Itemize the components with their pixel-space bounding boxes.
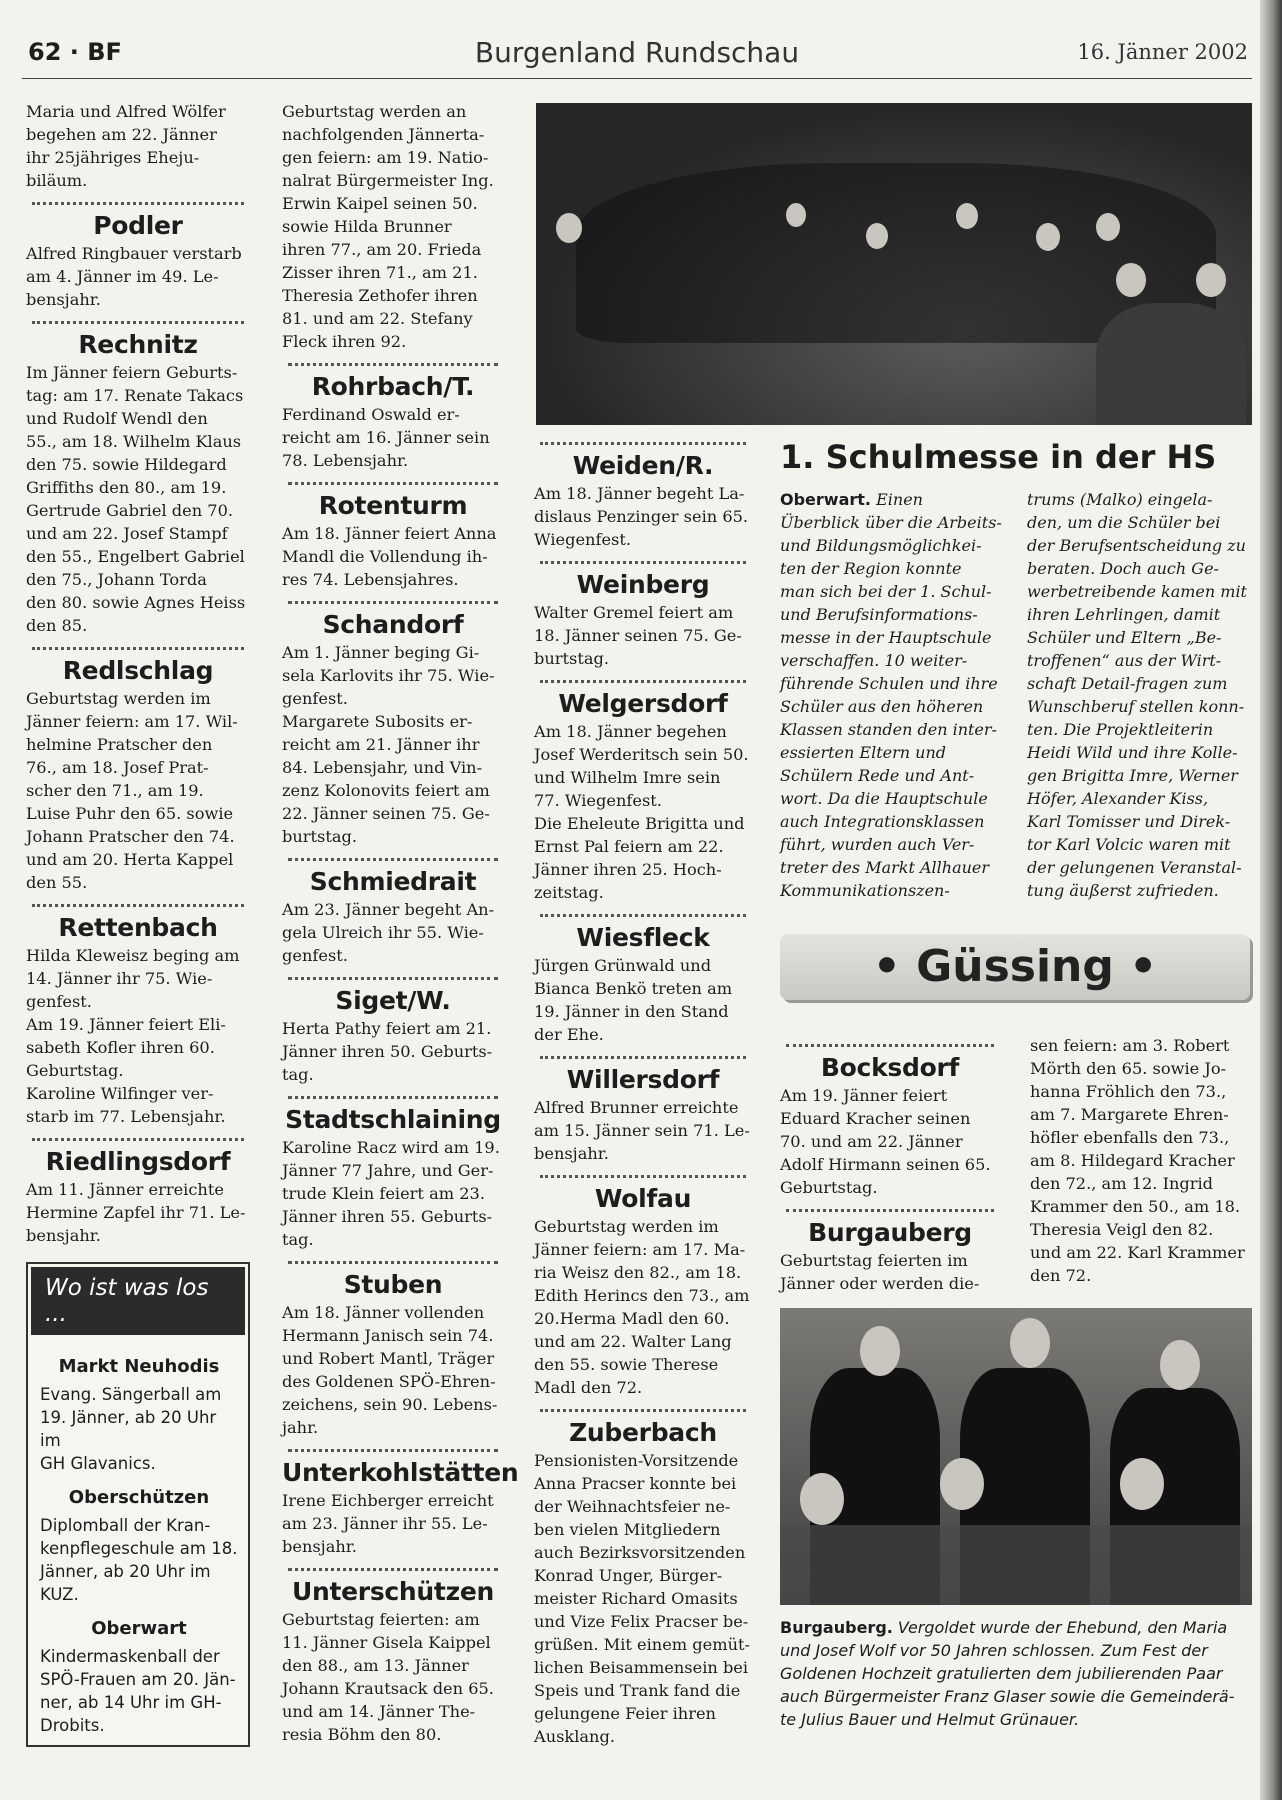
article-col-left: [780, 488, 1005, 902]
events-box: [26, 1262, 250, 1747]
dotted-separator: [288, 363, 498, 366]
section-heading: Schmiedrait: [309, 867, 477, 896]
section-text: Am 18. Jänner vollenden Hermann Janisch sein 74. und Robert Mantl, Träger des Goldenen SPÖ-Ehren- zeichens, sein 90. Lebens- jahr.: [282, 1303, 498, 1437]
section-text: Geburtstag feierten: am 11. Jänner Gisela Kaippel den 88., am 13. Jänner Johann Krautsack den 65. und am 14. Jänner The- resia Böhm den 80.: [282, 1610, 494, 1744]
section-text: Am 18. Jänner begeht La- dislaus Penzinger sein 65. Wiegenfest.: [534, 484, 749, 549]
dotted-separator: [288, 482, 498, 485]
section-heading: Rotenturm: [318, 491, 468, 520]
photo-caption: [780, 1616, 1252, 1731]
column-2: [282, 100, 519, 1746]
section-text: Hilda Kleweisz beging am 14. Jänner ihr 75. Wie- genfest. Am 19. Jänner feiert Eli- sabeth Kofler ihren 60. Geburtstag. Karoline Wilfinger ver- starb im 77. Lebensjahr.: [26, 946, 240, 1126]
article-headline: 1. Schulmesse in der HS: [780, 438, 1217, 476]
dotted-separator: [288, 601, 498, 604]
section-text: Geburtstag werden im Jänner feiern: am 17. Ma- ria Weisz den 82., am 18. Edith Herincs den 73., am 20.Herma Madl den 60. und am 22. Walter Lang den 55. sowie Therese Madl den 72.: [534, 1217, 750, 1397]
event-text: Evang. Sängerball am 19. Jänner, ab 20 Uhr im GH Glavanics.: [40, 1385, 222, 1473]
section-bocksdorf: [780, 1044, 1000, 1199]
section-heading: Podler: [93, 211, 183, 240]
school-fair-article: [780, 438, 1252, 902]
section-text: Am 19. Jänner feiert Eduard Kracher seinen 70. und am 22. Jänner Adolf Hirmann seinen 65. Geburtstag.: [780, 1086, 991, 1197]
caption-text: Vergoldet wurde der Ehebund, den Maria und Josef Wolf vor 50 Jahren schlossen. Zum Fest der Goldenen Hochzeit gratulierten dem jubilierenden Paar auch Bürgermeister Franz Glaser sowie die Gemeinderä- te Julius Bauer und Helmut Grünauer.: [780, 1618, 1235, 1729]
section-stuben: [282, 1261, 504, 1439]
dotted-separator: [540, 680, 746, 683]
guessing-left-column: [780, 1034, 1000, 1295]
section-rohrbach: [282, 363, 504, 472]
section-schmiedrait: [282, 858, 504, 967]
dotted-separator: [288, 1568, 498, 1571]
dotted-separator: [288, 858, 498, 861]
section-heading: Willersdorf: [566, 1065, 720, 1094]
section-rechnitz: [26, 321, 250, 637]
section-text: Jürgen Grünwald und Bianca Benkö treten am 19. Jänner in den Stand der Ehe.: [534, 956, 733, 1044]
section-schandorf: [282, 601, 504, 848]
dotted-separator: [786, 1209, 994, 1212]
section-weiden: [534, 442, 752, 551]
guessing-right-column: [1030, 1034, 1252, 1287]
events-box-title: Wo ist was los ...: [31, 1267, 245, 1335]
section-heading: Bocksdorf: [820, 1053, 960, 1082]
section-text: Pensionisten-Vorsitzende Anna Pracser konnte bei der Weihnachtsfeier ne- ben vielen Mitgliedern auch Bezirksvorsitzenden Konrad Unger, Bürger- meister Richard Omasits und Vize Felix Pracser be- grüßen. Mit einem gemüt- lichen Beisammensein bei Speis und Trank fand die gelungene Feier ihren Ausklang.: [534, 1451, 750, 1746]
section-heading: Weiden/R.: [572, 451, 714, 480]
column-1: [26, 100, 250, 1247]
section-heading: Stadtschlaining: [285, 1105, 501, 1134]
section-text: Walter Gremel feiert am 18. Jänner seinen 75. Ge- burtstag.: [534, 603, 742, 668]
section-heading: Siget/W.: [335, 986, 451, 1015]
section-heading: Rohrbach/T.: [311, 372, 475, 401]
dotted-separator: [540, 442, 746, 445]
section-text: Am 11. Jänner erreichte Hermine Zapfel ihr 71. Le- bensjahr.: [26, 1180, 246, 1245]
section-rettenbach: [26, 904, 250, 1128]
section-text: Irene Eichberger erreicht am 23. Jänner ihr 55. Le- bensjahr.: [282, 1491, 494, 1556]
dotted-separator: [540, 1175, 746, 1178]
section-text: Alfred Brunner erreichte am 15. Jänner sein 71. Le- bensjahr.: [534, 1098, 750, 1163]
page-edge-shadow: [1260, 0, 1282, 1800]
dotted-separator: [32, 202, 244, 205]
golden-wedding-photo: [780, 1308, 1252, 1605]
dotted-separator: [540, 1056, 746, 1059]
dotted-separator: [32, 321, 244, 324]
page-number: 62 · BF: [28, 38, 122, 66]
masthead: Burgenland Rundschau: [474, 36, 800, 69]
dotted-separator: [32, 647, 244, 650]
dotted-separator: [540, 914, 746, 917]
article-text-left: Einen Überblick über die Arbeits- und Bildungsmöglichkei- ten der Region konnte man sich bei der 1. Schul- und Berufsinformations- messe in der Hauptschule verschaffen. 10 weiter- führende Schulen und ihre Schüler aus den höheren Klassen standen den inter- essierten Eltern und Schülern Rede und Ant- wort. Da die Hauptschule auch Integrationsklassen führt, wurden auch Ver- treter des Markt Allhauer Kommunikationszen-: [780, 490, 1002, 900]
section-intro2: [282, 100, 504, 353]
section-heading: Schandorf: [322, 610, 464, 639]
section-intro: [26, 100, 250, 192]
section-text: Karoline Racz wird am 19. Jänner 77 Jahre, und Ger- trude Klein feiert am 23. Jänner ihren 55. Geburts- tag.: [282, 1138, 500, 1249]
section-riedlingsdorf: [26, 1138, 250, 1247]
dotted-separator: [288, 1261, 498, 1264]
section-text: Geburtstag werden an nachfolgenden Jännerta- gen feiern: am 19. Natio- nalrat Bürgermeister Ing. Erwin Kaipel seinen 50. sowie Hilda Brunner ihren 77., am 20. Frieda Zisser ihren 71., am 21. Theresia Zethofer ihren 81. und am 22. Stefany Fleck ihren 92.: [282, 102, 494, 351]
dotted-separator: [288, 1096, 498, 1099]
section-heading: Weinberg: [576, 570, 710, 599]
dotted-separator: [32, 904, 244, 907]
event-text: Diplomball der Kran- kenpflegeschule am 18. Jänner, ab 20 Uhr im KUZ.: [40, 1516, 238, 1604]
section-welgersdorf: [534, 680, 752, 904]
burgauberg-continued: sen feiern: am 3. Robert Mörth den 65. sowie Jo- hanna Fröhlich den 73., am 7. Margarete Ehren- höfler ebenfalls den 73., am 8. Hildegard Kracher den 72., am 12. Ingrid Krammer den 50., am 18. Theresia Veigl den 82. und am 22. Karl Krammer den 72.: [1030, 1036, 1245, 1285]
school-fair-photo: [536, 103, 1252, 425]
section-willersdorf: [534, 1056, 752, 1165]
section-heading: Redlschlag: [62, 656, 214, 685]
section-heading: Wolfau: [594, 1184, 692, 1213]
section-burgauberg: [780, 1209, 1000, 1295]
events-box-wrap: [26, 1262, 250, 1747]
article-dateline: Oberwart.: [780, 490, 871, 509]
section-text: Maria und Alfred Wölfer begehen am 22. Jänner ihr 25jähriges Eheju- biläum.: [26, 102, 226, 190]
section-heading: Zuberbach: [569, 1418, 717, 1447]
section-unterkohlstaetten: [282, 1449, 519, 1558]
event-location: Oberwart: [91, 1618, 187, 1639]
section-podler: [26, 202, 250, 311]
section-unterschuetzen: [282, 1568, 504, 1746]
section-heading: Riedlingsdorf: [45, 1147, 231, 1176]
section-redlschlag: [26, 647, 250, 894]
page-header: [22, 30, 1252, 79]
section-text: Im Jänner feiern Geburts- tag: am 17. Renate Takacs und Rudolf Wendl den 55., am 18. Wilhelm Klaus den 75. sowie Hildegard Griffiths den 80., am 19. Gertrude Gabriel den 70. und am 22. Josef Stampf den 55., Engelbert Gabriel den 75., Johann Torda den 80. sowie Agnes Heiss den 85.: [26, 363, 246, 635]
section-heading: Stuben: [343, 1270, 443, 1299]
event-text: Kindermaskenball der SPÖ-Frauen am 20. Jän- ner, ab 14 Uhr im GH- Drobits.: [40, 1647, 236, 1735]
event-location: Markt Neuhodis: [58, 1356, 220, 1377]
article-col-right: trums (Malko) eingela- den, um die Schüler bei der Berufsentscheidung zu beraten. Doch auch Ge- werbetreibende kamen mit ihren Lehrlingen, damit Schüler und Eltern „Be- troffenen“ aus der Wirt- schaft Detail-fragen zum Wunschberuf stellen konn- ten. Die Projektleiterin Heidi Wild und ihre Kolle- gen Brigitta Imre, Werner Höfer, Alexander Kiss, Karl Tomisser und Direk- tor Karl Volcic waren mit der gelungenen Veranstal- tung äußerst zufrieden.: [1027, 490, 1247, 900]
guessing-banner: [780, 934, 1250, 1000]
caption-lead: Burgauberg.: [780, 1618, 893, 1637]
section-heading: Rettenbach: [58, 913, 218, 942]
section-heading: Burgauberg: [808, 1218, 972, 1247]
section-heading: Welgersdorf: [558, 689, 728, 718]
section-stadtschlaining: [282, 1096, 504, 1251]
issue-date: 16. Jänner 2002: [1077, 40, 1248, 64]
dotted-separator: [288, 977, 498, 980]
section-siget: [282, 977, 504, 1086]
section-zuberbach: [534, 1409, 752, 1748]
event-location: Oberschützen: [68, 1487, 210, 1508]
dotted-separator: [786, 1044, 994, 1047]
section-text: Am 18. Jänner feiert Anna Mandl die Vollendung ih- res 74. Lebensjahres.: [282, 524, 497, 589]
dotted-separator: [540, 1409, 746, 1412]
section-heading: Unterschützen: [292, 1577, 494, 1606]
section-heading: Rechnitz: [78, 330, 198, 359]
dotted-separator: [32, 1138, 244, 1141]
banner-text: • Güssing •: [872, 941, 1158, 992]
section-text: Am 1. Jänner beging Gi- sela Karlovits ihr 75. Wie- genfest. Margarete Subosits er- reicht am 21. Jänner ihr 84. Lebensjahr, und Vin- zenz Kolonovits feiert am 22. Jänner seinen 75. Ge- burtstag.: [282, 643, 495, 846]
section-rotenturm: [282, 482, 504, 591]
section-text: Am 18. Jänner begehen Josef Werderitsch sein 50. und Wilhelm Imre sein 77. Wiegenfest. Die Eheleute Brigitta und Ernst Pal feiern am 22. Jänner ihren 25. Hoch- zeitstag.: [534, 722, 749, 902]
dotted-separator: [288, 1449, 498, 1452]
section-heading: Wiesfleck: [576, 923, 710, 952]
section-text: Alfred Ringbauer verstarb am 4. Jänner im 49. Le- bensjahr.: [26, 244, 242, 309]
section-text: Herta Pathy feiert am 21. Jänner ihren 50. Geburts- tag.: [282, 1019, 493, 1084]
section-text: Am 23. Jänner begeht An- gela Ulreich ihr 55. Wie- genfest.: [282, 900, 495, 965]
column-3: [534, 432, 752, 1748]
section-text: Geburtstag werden im Jänner feiern: am 17. Wil- helmine Pratscher den 76., am 18. Josef Prat- scher den 71., am 19. Luise Puhr den 65. sowie Johann Pratscher den 74. und am 20. Herta Kappel den 55.: [26, 689, 238, 892]
section-wiesfleck: [534, 914, 752, 1046]
section-wolfau: [534, 1175, 752, 1399]
section-text: Ferdinand Oswald er- reicht am 16. Jänner sein 78. Lebensjahr.: [282, 405, 490, 470]
dotted-separator: [540, 561, 746, 564]
section-weinberg: [534, 561, 752, 670]
section-heading: Unterkohlstätten: [282, 1458, 519, 1487]
section-text: Geburtstag feierten im Jänner oder werden die-: [780, 1251, 980, 1293]
